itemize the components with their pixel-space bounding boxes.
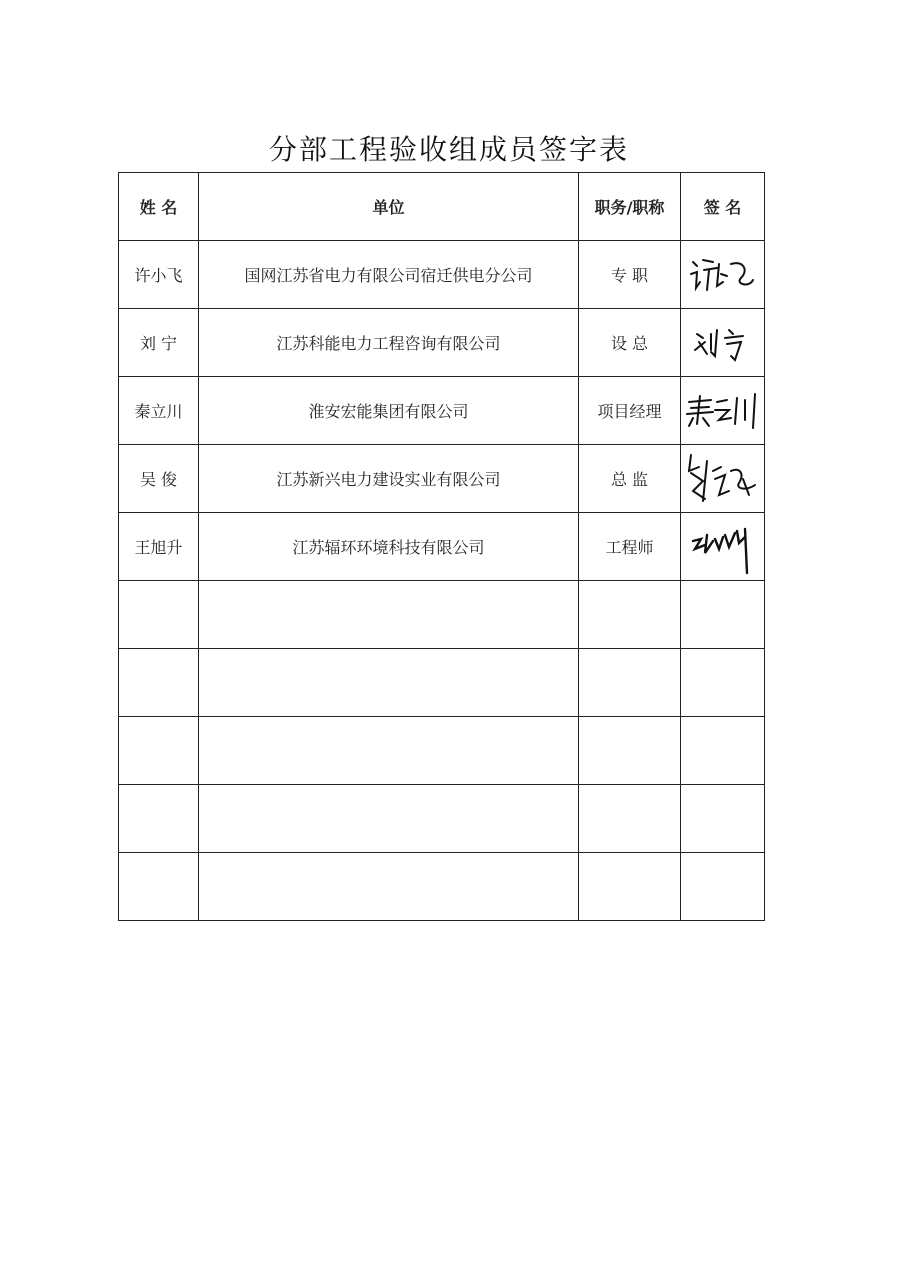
member-unit: 江苏新兴电力建设实业有限公司 xyxy=(199,445,579,513)
table-row xyxy=(119,649,765,717)
table-row xyxy=(119,377,765,445)
member-unit: 淮安宏能集团有限公司 xyxy=(199,377,579,445)
member-title: 设 总 xyxy=(579,309,681,377)
header-title: 职务/职称 xyxy=(579,173,681,241)
member-title: 工程师 xyxy=(579,513,681,581)
member-signature xyxy=(681,853,765,921)
member-unit xyxy=(199,581,579,649)
handwritten-signature xyxy=(687,320,759,366)
member-signature xyxy=(681,513,765,581)
table-row xyxy=(119,513,765,581)
member-name: 吴 俊 xyxy=(119,445,199,513)
member-name: 许小飞 xyxy=(119,241,199,309)
member-signature xyxy=(681,377,765,445)
table-row xyxy=(119,581,765,649)
table-row xyxy=(119,785,765,853)
member-name: 刘 宁 xyxy=(119,309,199,377)
member-unit xyxy=(199,717,579,785)
table-row xyxy=(119,309,765,377)
member-title xyxy=(579,785,681,853)
member-title xyxy=(579,717,681,785)
handwritten-signature xyxy=(685,451,761,507)
handwritten-signature xyxy=(685,388,761,434)
table-row xyxy=(119,853,765,921)
member-name xyxy=(119,649,199,717)
member-unit: 江苏科能电力工程咨询有限公司 xyxy=(199,309,579,377)
member-title xyxy=(579,649,681,717)
member-signature xyxy=(681,785,765,853)
member-title: 专 职 xyxy=(579,241,681,309)
header-name: 姓 名 xyxy=(119,173,199,241)
member-name xyxy=(119,581,199,649)
member-name: 秦立川 xyxy=(119,377,199,445)
member-signature xyxy=(681,649,765,717)
member-signature xyxy=(681,241,765,309)
member-unit xyxy=(199,853,579,921)
member-unit: 国网江苏省电力有限公司宿迁供电分公司 xyxy=(199,241,579,309)
table-row xyxy=(119,445,765,513)
member-title xyxy=(579,853,681,921)
handwritten-signature xyxy=(687,519,759,575)
signature-table xyxy=(118,172,765,921)
member-unit xyxy=(199,785,579,853)
member-signature xyxy=(681,581,765,649)
member-signature xyxy=(681,445,765,513)
table-row xyxy=(119,241,765,309)
member-name xyxy=(119,785,199,853)
member-title: 总 监 xyxy=(579,445,681,513)
handwritten-signature xyxy=(687,252,759,298)
member-signature xyxy=(681,717,765,785)
header-row xyxy=(119,173,765,241)
member-name: 王旭升 xyxy=(119,513,199,581)
member-title: 项目经理 xyxy=(579,377,681,445)
header-signature: 签 名 xyxy=(681,173,765,241)
member-title xyxy=(579,581,681,649)
table-row xyxy=(119,717,765,785)
member-unit: 江苏辐环环境科技有限公司 xyxy=(199,513,579,581)
member-name xyxy=(119,853,199,921)
page-title: 分部工程验收组成员签字表 xyxy=(268,133,629,166)
member-name xyxy=(119,717,199,785)
member-signature xyxy=(681,309,765,377)
header-unit: 单位 xyxy=(199,173,579,241)
member-unit xyxy=(199,649,579,717)
